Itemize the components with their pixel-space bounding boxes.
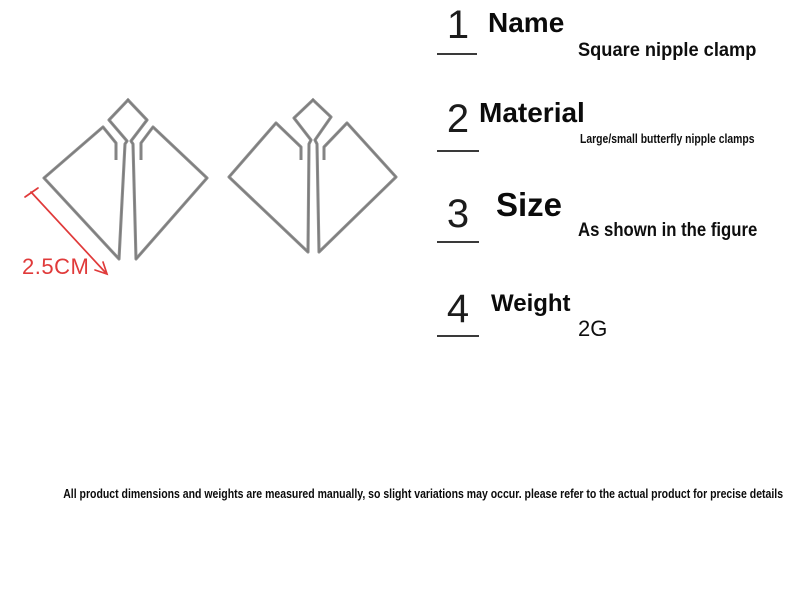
- spec-value-name: Square nipple clamp: [578, 40, 757, 61]
- spec-number-1: 1: [446, 3, 470, 47]
- large-clamp-left-wire: [229, 99, 314, 252]
- spec-label-name: Name: [488, 7, 565, 38]
- small-clamp-right-wire: [127, 99, 207, 259]
- spec-value-weight: 2G: [578, 316, 608, 341]
- spec-number-underline-4: [437, 335, 479, 337]
- large-clamp-shading: [229, 99, 396, 252]
- spec-label-weight: Weight: [491, 290, 571, 317]
- spec-number-underline-2: [437, 150, 479, 152]
- spec-number-3: 3: [446, 192, 470, 236]
- spec-label-size: Size: [496, 186, 563, 223]
- spec-value-size: As shown in the figure: [578, 220, 758, 241]
- disclaimer-text: All product dimensions and weights are measured manually, so slight variations may occur. please refer to the actual product for precise details: [63, 487, 784, 501]
- small-clamp-illustration: [44, 99, 207, 259]
- spec-number-2: 2: [446, 97, 470, 141]
- small-clamp-shading: [44, 99, 207, 259]
- measurement-label: 2.5CM: [22, 254, 90, 279]
- spec-number-underline-3: [437, 241, 479, 243]
- measure-top-tick: [25, 188, 38, 197]
- spec-number-4: 4: [446, 287, 470, 331]
- large-clamp-illustration: [229, 99, 396, 252]
- spec-value-material: Large/small butterfly nipple clamps: [580, 131, 755, 146]
- spec-number-underline-1: [437, 53, 477, 55]
- small-clamp-left-wire: [44, 99, 129, 259]
- large-clamp-right-wire: [312, 99, 396, 252]
- spec-label-material: Material: [479, 97, 585, 128]
